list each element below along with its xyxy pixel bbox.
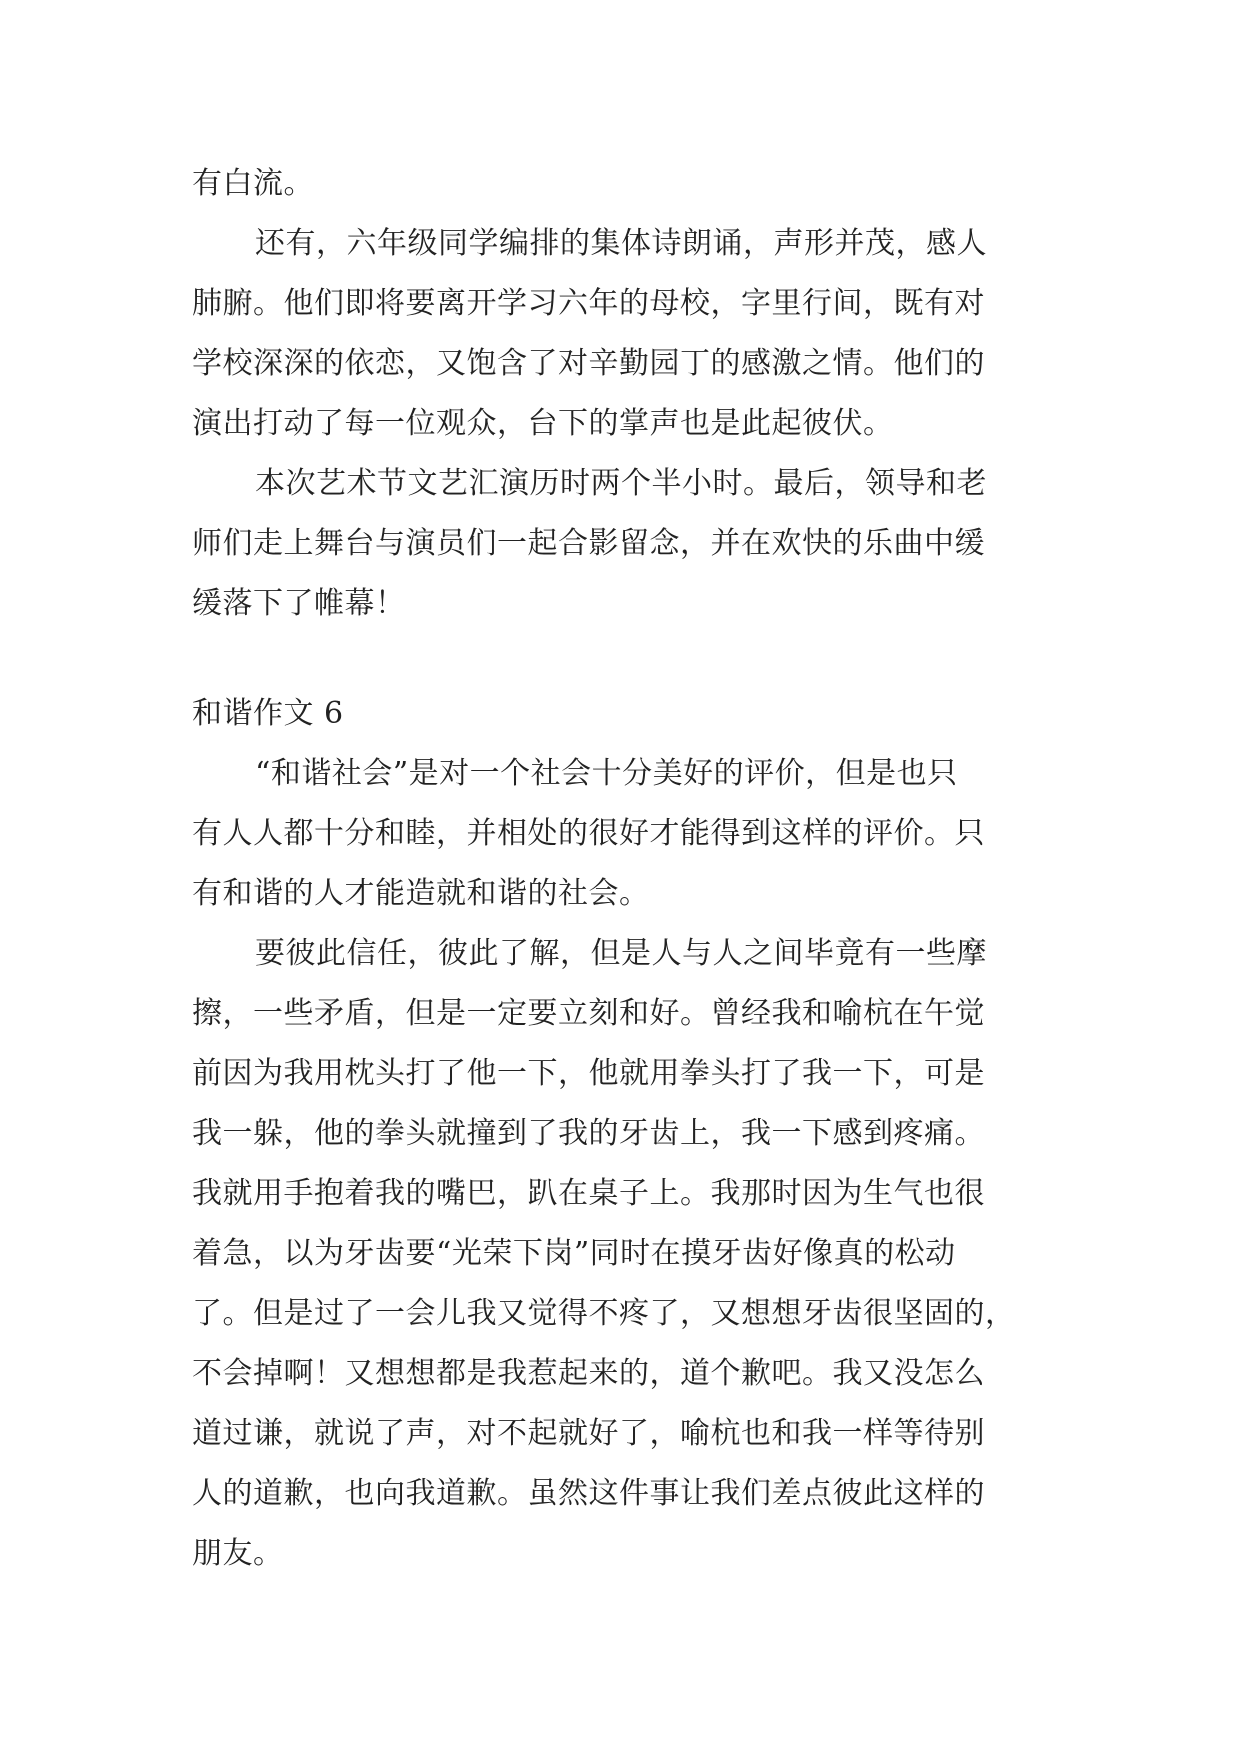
text-line: 我一躲，他的拳头就撞到了我的牙齿上，我一下感到疼痛。 bbox=[192, 1116, 985, 1151]
paragraph-first-line: 要彼此信任，彼此了解，但是人与人之间毕竟有一些摩 bbox=[255, 936, 987, 971]
paragraph-first-line: 还有，六年级同学编排的集体诗朗诵，声形并茂，感人 bbox=[255, 226, 987, 261]
text-line: 有白流。 bbox=[192, 166, 314, 201]
section-heading: 和谐作文 6 bbox=[192, 696, 344, 731]
text-line: 学校深深的依恋，又饱含了对辛勤园丁的感激之情。他们的 bbox=[192, 346, 985, 381]
text-line: 人的道歉，也向我道歉。虽然这件事让我们差点彼此这样的 bbox=[192, 1476, 985, 1511]
text-line: 师们走上舞台与演员们一起合影留念，并在欢快的乐曲中缓 bbox=[192, 526, 985, 561]
text-line: 有和谐的人才能造就和谐的社会。 bbox=[192, 876, 650, 911]
text-line: 有人人都十分和睦，并相处的很好才能得到这样的评价。只 bbox=[192, 816, 985, 851]
text-line: 擦，一些矛盾，但是一定要立刻和好。曾经我和喻杭在午觉 bbox=[192, 996, 985, 1031]
text-line: 演出打动了每一位观众，台下的掌声也是此起彼伏。 bbox=[192, 406, 894, 441]
text-line: 肺腑。他们即将要离开学习六年的母校，字里行间，既有对 bbox=[192, 286, 985, 321]
text-line: 前因为我用枕头打了他一下，他就用拳头打了我一下，可是 bbox=[192, 1056, 985, 1091]
text-line: 我就用手抱着我的嘴巴，趴在桌子上。我那时因为生气也很 bbox=[192, 1176, 985, 1211]
text-line: 着急，以为牙齿要“光荣下岗”同时在摸牙齿好像真的松动 bbox=[192, 1236, 956, 1271]
text-line: 道过谦，就说了声，对不起就好了，喻杭也和我一样等待别 bbox=[192, 1416, 985, 1451]
paragraph-first-line: 本次艺术节文艺汇演历时两个半小时。最后，领导和老 bbox=[255, 466, 987, 501]
text-line: 了。但是过了一会儿我又觉得不疼了，又想想牙齿很坚固的， bbox=[192, 1296, 1016, 1331]
text-line: 朋友。 bbox=[192, 1536, 284, 1571]
text-line: 不会掉啊！又想想都是我惹起来的，道个歉吧。我又没怎么 bbox=[192, 1356, 985, 1391]
text-line: 缓落下了帷幕！ bbox=[192, 586, 406, 621]
paragraph-first-line: “和谐社会”是对一个社会十分美好的评价，但是也只 bbox=[255, 756, 958, 791]
